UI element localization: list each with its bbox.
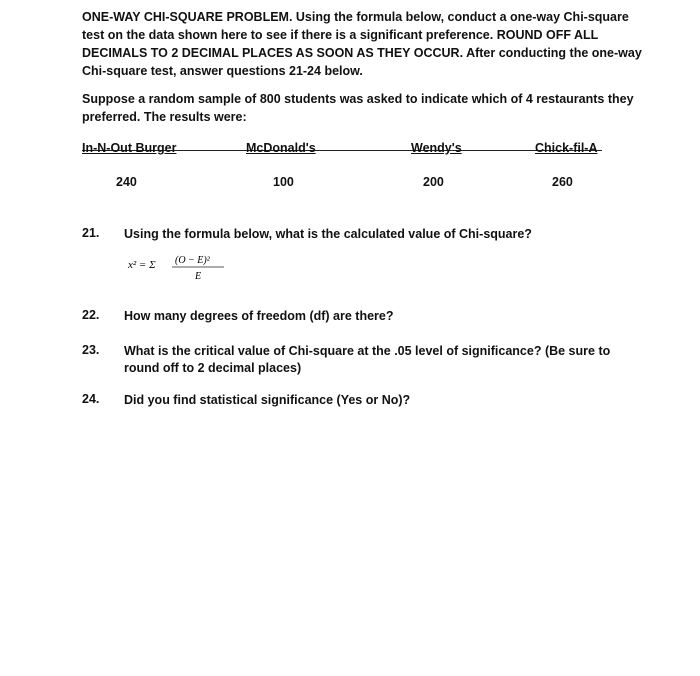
value-chick-fil-a: 260	[552, 175, 573, 189]
question-text-24: Did you find statistical significance (Yes or No)?	[124, 393, 411, 407]
value-mcdonalds: 100	[273, 175, 294, 189]
question-number-22: 22.	[82, 308, 100, 322]
formula-denominator: E	[195, 271, 202, 282]
formula-lhs: x² = Σ	[128, 259, 156, 271]
header-chick-fil-a: Chick-fil-A	[535, 141, 598, 155]
question-number-24: 24.	[82, 392, 100, 406]
question-text-22: How many degrees of freedom (df) are there?	[124, 309, 394, 323]
question-text-23: What is the critical value of Chi-square at the .05 level of significance? (Be sure to round off to 2 decimal places)	[124, 344, 611, 375]
question-number-21: 21.	[82, 226, 100, 240]
value-in-n-out: 240	[116, 175, 137, 189]
header-mcdonalds: McDonald's	[246, 141, 316, 155]
header-wendys: Wendy's	[411, 141, 462, 155]
chi-square-formula	[120, 248, 240, 288]
formula-numerator: (O − E)²	[175, 255, 210, 266]
question-text-21: Using the formula below, what is the calculated value of Chi-square?	[124, 227, 532, 241]
instructions-paragraph: ONE-WAY CHI-SQUARE PROBLEM. Using the formula below, conduct a one-way Chi-square test on the data shown here to see if there is a significant preference. ROUND OFF ALL DECIMALS TO 2 DECIMAL PLACES AS SOON AS THEY OCCUR. After conducting the one-way Chi-square test, answer questions 21-24 below.	[82, 10, 642, 78]
value-wendys: 200	[423, 175, 444, 189]
question-number-23: 23.	[82, 343, 100, 357]
scenario-paragraph: Suppose a random sample of 800 students was asked to indicate which of 4 restaurants they preferred. The results were:	[82, 92, 634, 124]
header-in-n-out: In-N-Out Burger	[82, 141, 177, 155]
